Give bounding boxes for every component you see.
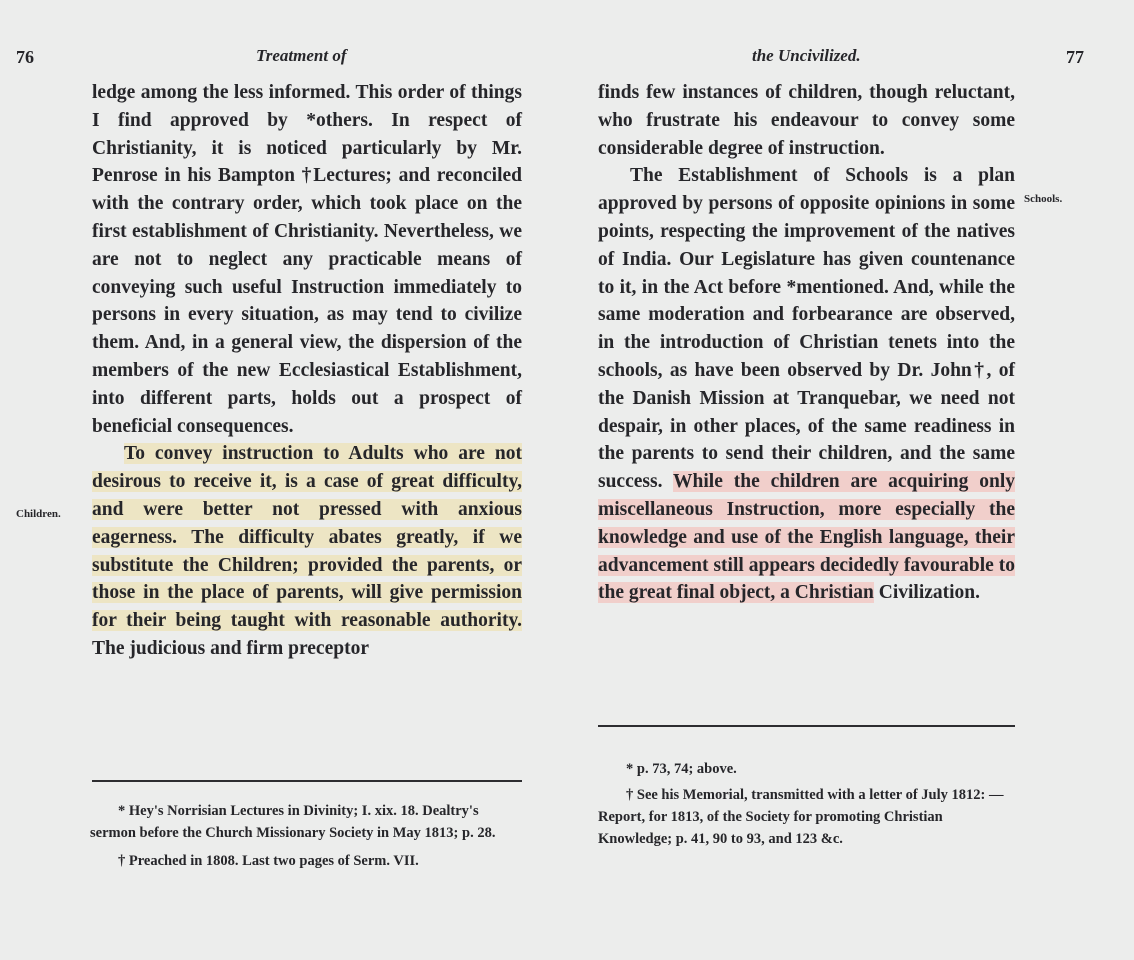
left-paragraph-1: ledge among the less informed. This order of things I find approved by *others. In respect of Christianity, it is noticed particularly by Mr. Penrose in his Bampton †Lectures; and reconciled with the contrary order, which took place on the first establishment of Christianity. Nevertheless, we are not to neglect any practicable means of conveying such useful Instruction immediately to persons in every situation, as may tend to civilize them. And, in a general view, the dispersion of the members of the new Ecclesiastical Establishment, into different parts, holds out a prospect of beneficial consequences. (92, 82, 522, 437)
left-footnotes (90, 800, 522, 872)
right-paragraph-2-end: Civilization. (878, 582, 981, 604)
right-footnotes (598, 758, 1018, 850)
left-paragraph-2-rest: The judicious and firm preceptor (92, 637, 369, 659)
right-footnote-2: † See his Memorial, transmitted with a letter of July 1812: — Report, for 1813, of the Society for promoting Christian Knowledge; p. 41, 90 to 93, and 123 &c. (598, 787, 1004, 847)
right-paragraph-2-start: The Establishment of Schools is a plan approved by persons of opposite opinions in some points, respecting the improvement of the natives of India. Our Legislature has given countenance to it, in the Act before *mentioned. And, while the same moderation and forbearance are observed, in the introduction of Christian tenets into the schools, as have been observed by Dr. John†, of the Danish Mission at Tranquebar, we need not despair, in other places, of the same readiness in the parents to send their children, and the same success. (598, 165, 1015, 493)
right-running-head: the Uncivilized. (752, 46, 861, 65)
right-page-number: 77 (1066, 47, 1084, 67)
right-footnote-1: * p. 73, 74; above. (626, 761, 737, 777)
right-paragraph-2 (598, 162, 1015, 607)
right-footnote-rule (598, 725, 1015, 727)
left-running-head: Treatment of (256, 46, 347, 65)
left-footnote-1: * Hey's Norrisian Lectures in Divinity; I. xix. 18. Dealtry's sermon before the Church Missionary Society in May 1813; p. 28. (90, 803, 496, 841)
side-note-children: Children. (16, 508, 61, 520)
left-footnote-2: † Preached in 1808. Last two pages of Serm. VII. (118, 853, 419, 869)
right-page-body (598, 79, 1015, 607)
right-highlighted-passage: While the children are acquiring only miscellaneous Instruction, more especially the knowledge and use of the English language, their advancement still appears decidedly favourable to the great final object, a Christian (598, 471, 1015, 604)
left-page-body (92, 79, 522, 663)
side-note-schools: Schools. (1024, 193, 1063, 205)
left-paragraph-2 (92, 440, 522, 662)
left-footnote-rule (92, 780, 522, 782)
left-highlighted-passage: To convey instruction to Adults who are not desirous to receive it, is a case of great difficulty, and were better not pressed with anxious eagerness. The difficulty abates greatly, if we substitute the Children; provided the parents, or those in the place of parents, will give permission for their being taught with reasonable authority. (92, 443, 522, 632)
right-paragraph-1: finds few instances of children, though reluctant, who frustrate his endeavour to convey some considerable degree of instruction. (598, 82, 1015, 159)
left-page-number: 76 (16, 47, 34, 67)
